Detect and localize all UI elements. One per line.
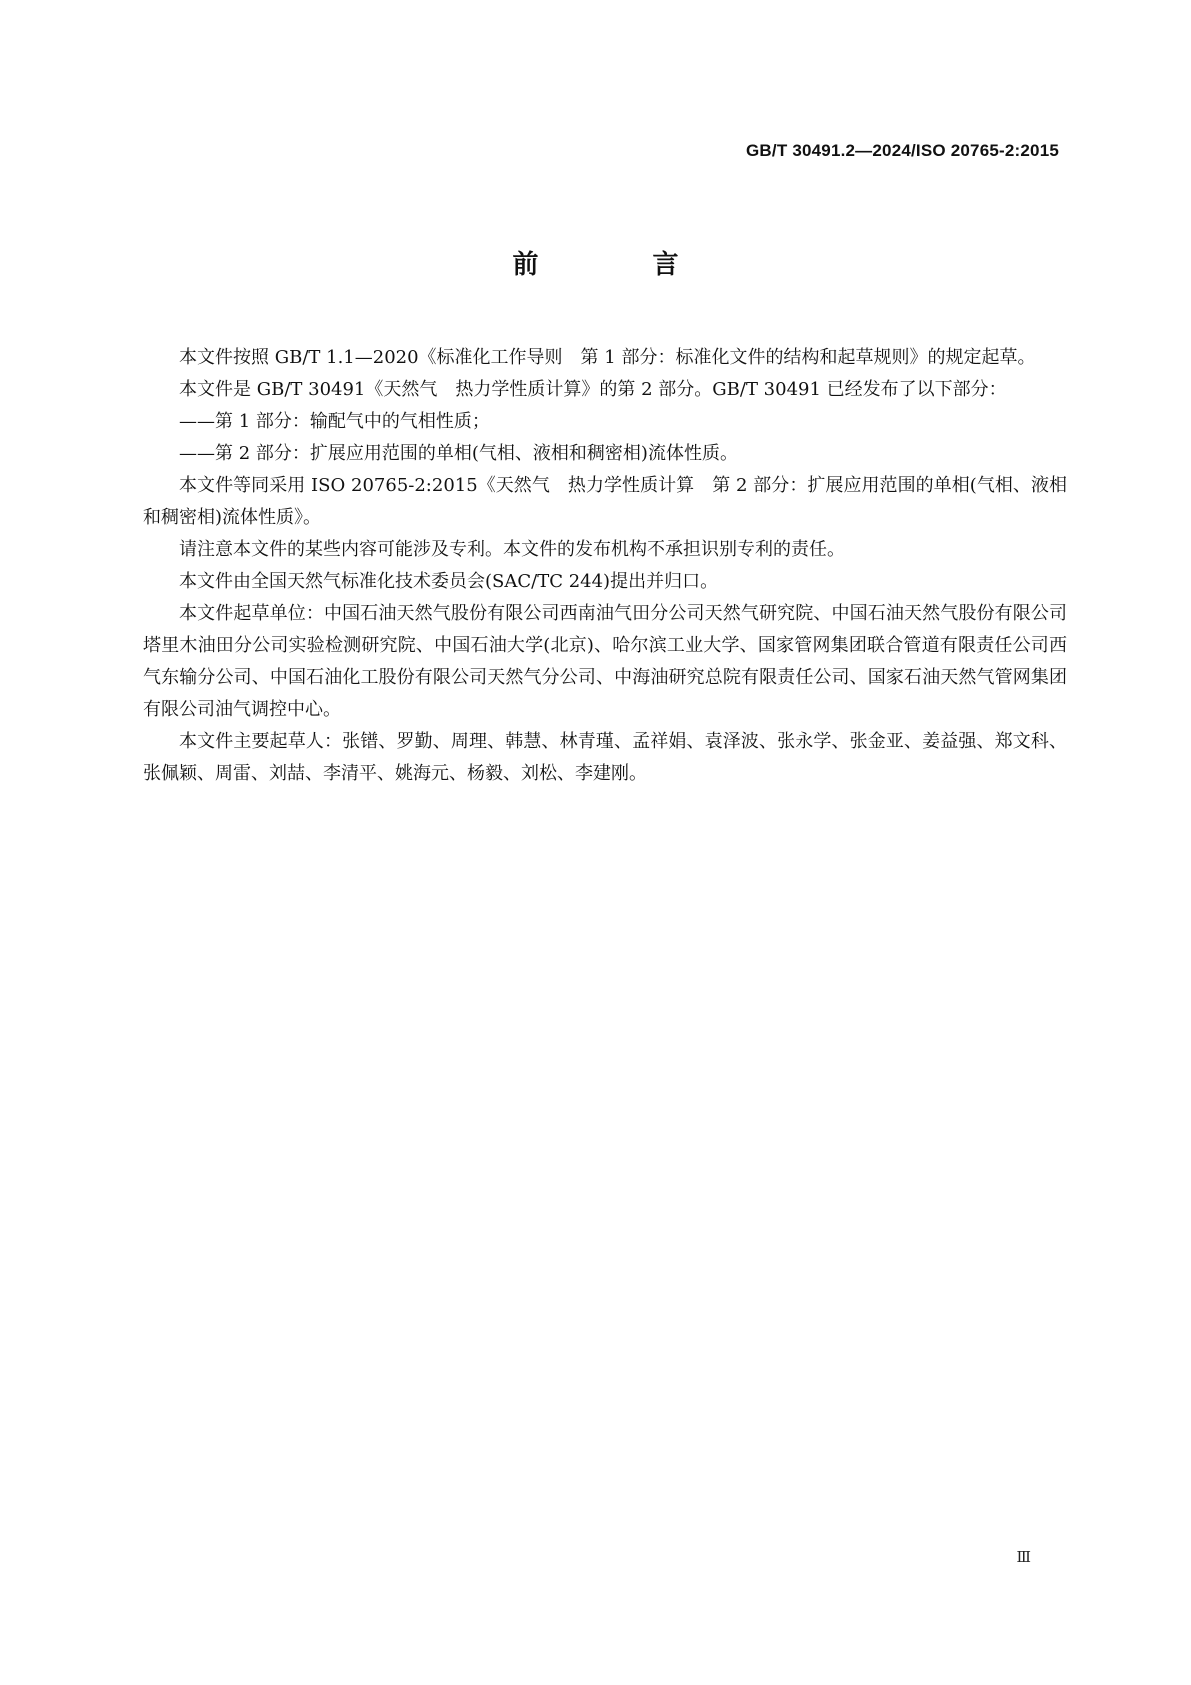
page-number: Ⅲ (1016, 1548, 1031, 1566)
paragraph-patent-notice: 请注意本文件的某些内容可能涉及专利。本文件的发布机构不承担识别专利的责任。 (179, 539, 845, 560)
paragraph-part-info: 本文件是 GB/T 30491《天然气 热力学性质计算》的第 2 部分。GB/T 30491 已经发布了以下部分： (179, 379, 1007, 400)
paragraph-drafting-rules: 本文件按照 GB/T 1.1—2020《标准化工作导则 第 1 部分：标准化文件的结构和起草规则》的规定起草。 (179, 347, 1036, 368)
paragraph-drafting-units: 本文件起草单位：中国石油天然气股份有限公司西南油气田分公司天然气研究院、中国石油天然气股份有限公司塔里木油田分公司实验检测研究院、中国石油大学(北京)、哈尔滨工业大学、国家管网集团联合管道有限责任公司西气东输分公司、中国石油化工股份有限公司天然气分公司、中海油研究总院有限责任公司、国家石油天然气管网集团有限公司油气调控中心。 (143, 603, 1067, 720)
standard-number: GB/T 30491.2—2024/ISO 20765-2:2015 (746, 141, 1059, 160)
paragraph-drafters: 本文件主要起草人：张镨、罗勤、周理、韩慧、林青瑾、孟祥娟、袁泽波、张永学、张金亚、姜益强、郑文科、张佩颖、周雷、刘喆、李清平、姚海元、杨毅、刘松、李建刚。 (143, 731, 1067, 784)
list-item-part-2: ——第 2 部分：扩展应用范围的单相(气相、液相和稠密相)流体性质。 (179, 443, 738, 464)
page-title: 前 言 (512, 250, 723, 280)
foreword-body (143, 342, 1067, 790)
paragraph-iso-adoption: 本文件等同采用 ISO 20765-2:2015《天然气 热力学性质计算 第 2 部分：扩展应用范围的单相(气相、液相和稠密相)流体性质》。 (143, 475, 1067, 528)
paragraph-committee: 本文件由全国天然气标准化技术委员会(SAC/TC 244)提出并归口。 (179, 571, 719, 592)
list-item-part-1: ——第 1 部分：输配气中的气相性质； (179, 411, 490, 432)
